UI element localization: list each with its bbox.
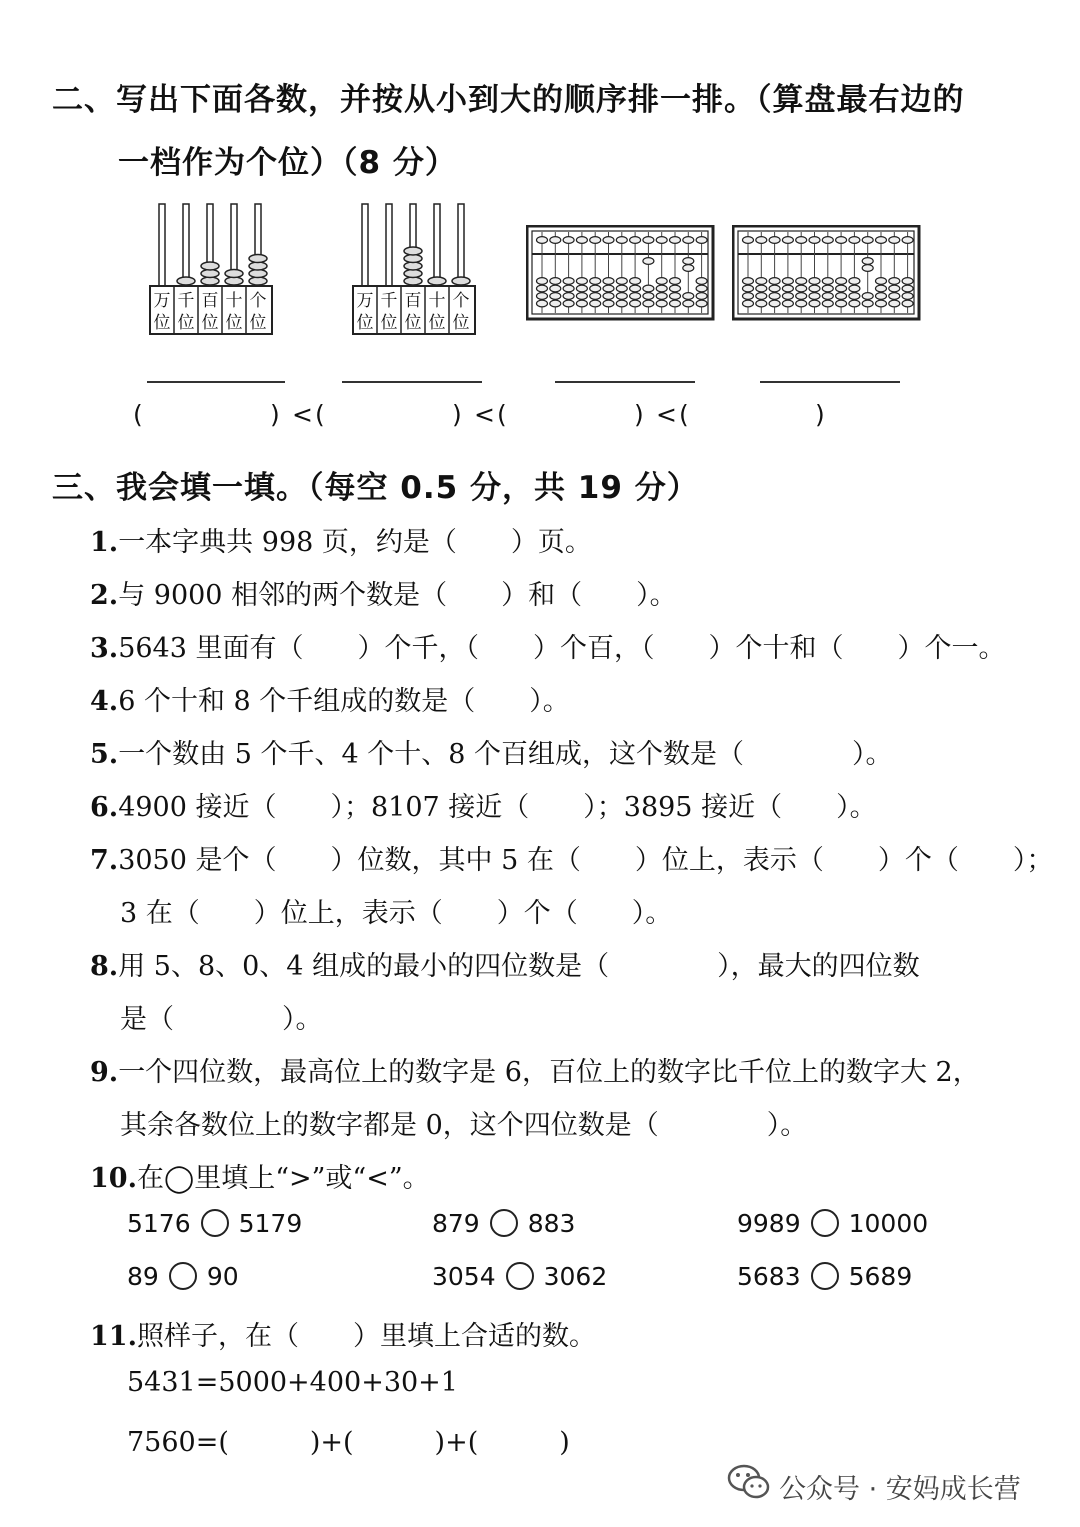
rod xyxy=(434,204,440,288)
bead xyxy=(696,293,707,300)
bead xyxy=(796,278,807,285)
bead xyxy=(902,285,913,292)
question-5 xyxy=(90,732,893,771)
bead xyxy=(862,258,873,265)
bead xyxy=(796,293,807,300)
question-text: 一个四位数，最高位上的数字是 6，百位上的数字比千位上的数字大 2， xyxy=(118,1057,980,1088)
bead xyxy=(796,285,807,292)
comparison-2 xyxy=(432,1209,575,1238)
order-less-than-2: < xyxy=(474,400,495,429)
bead xyxy=(616,300,627,307)
bead xyxy=(756,285,767,292)
bead xyxy=(876,237,887,244)
bead xyxy=(537,237,548,244)
bead xyxy=(683,300,694,307)
bead xyxy=(862,265,873,272)
comparison-right: 90 xyxy=(206,1262,239,1291)
q11-exercise[interactable]: 7560=( )+( )+( ) xyxy=(127,1427,570,1458)
bead xyxy=(782,300,793,307)
bead xyxy=(889,278,900,285)
comparison-right: 3062 xyxy=(543,1262,608,1291)
place-label: 位 xyxy=(404,313,422,333)
bead xyxy=(782,293,793,300)
comparison-right: 883 xyxy=(527,1209,576,1238)
bead xyxy=(769,285,780,292)
bead xyxy=(576,237,587,244)
bead xyxy=(670,285,681,292)
bead xyxy=(670,300,681,307)
bead xyxy=(537,300,548,307)
bead xyxy=(862,293,873,300)
place-label: 个 xyxy=(249,291,267,311)
rod xyxy=(458,204,464,288)
bead xyxy=(452,277,470,285)
bead xyxy=(782,278,793,285)
abacus-1 xyxy=(526,225,716,321)
place-label: 位 xyxy=(177,313,195,333)
question-text: 照样子，在（ ）里填上合适的数。 xyxy=(136,1321,596,1352)
bead xyxy=(836,300,847,307)
bead xyxy=(616,278,627,285)
answer-line-1[interactable] xyxy=(147,381,285,383)
place-label: 千 xyxy=(380,291,398,311)
counting-frame-2-rods xyxy=(362,204,470,288)
bead xyxy=(563,293,574,300)
bead xyxy=(902,278,913,285)
bead xyxy=(576,300,587,307)
bead xyxy=(683,265,694,272)
question-number: 3. xyxy=(90,633,119,664)
bead xyxy=(849,285,860,292)
bead xyxy=(670,237,681,244)
bead xyxy=(809,293,820,300)
question-text: 一个数由 5 个千、4 个十、8 个百组成，这个数是（ ）。 xyxy=(118,739,893,770)
bead xyxy=(809,237,820,244)
question-2 xyxy=(90,573,677,612)
question-text: 其余各数位上的数字都是 0，这个四位数是（ ）。 xyxy=(120,1110,808,1141)
bead xyxy=(822,293,833,300)
bead xyxy=(862,237,873,244)
place-label: 位 xyxy=(356,313,374,333)
watermark-text: 公众号 · 安妈成长营 xyxy=(779,1474,1021,1505)
comparison-circle[interactable] xyxy=(811,1209,839,1237)
bead xyxy=(550,300,561,307)
order-paren-open-1: ( xyxy=(133,400,143,429)
place-label: 十 xyxy=(428,291,446,311)
bead xyxy=(836,278,847,285)
bead xyxy=(796,237,807,244)
question-number: 7. xyxy=(90,845,119,876)
bead xyxy=(656,285,667,292)
question-9 xyxy=(90,1050,980,1089)
bead xyxy=(822,285,833,292)
rod xyxy=(159,204,165,288)
order-paren-close-3: ) xyxy=(634,400,644,429)
bead xyxy=(603,278,614,285)
bead xyxy=(862,300,873,307)
order-paren-open-3: ( xyxy=(497,400,507,429)
question-9-continued xyxy=(120,1103,807,1142)
rod xyxy=(386,204,392,288)
bead xyxy=(643,237,654,244)
comparison-5 xyxy=(432,1262,607,1291)
question-7 xyxy=(90,838,1053,877)
bead xyxy=(550,237,561,244)
place-label: 位 xyxy=(153,313,171,333)
place-label: 百 xyxy=(404,291,422,311)
counting-frame-1 xyxy=(145,198,280,343)
bead xyxy=(630,300,641,307)
wechat-icon xyxy=(727,1462,771,1500)
bead xyxy=(696,300,707,307)
comparison-left: 879 xyxy=(432,1209,480,1238)
comparison-circle[interactable] xyxy=(490,1209,518,1237)
question-number: 1. xyxy=(90,527,119,558)
bead xyxy=(889,285,900,292)
place-label: 位 xyxy=(428,313,446,333)
bead xyxy=(889,237,900,244)
bead xyxy=(876,293,887,300)
comparison-circle[interactable] xyxy=(506,1262,534,1290)
bead xyxy=(201,262,219,270)
order-paren-close-4: ) xyxy=(815,400,825,429)
comparison-right: 5179 xyxy=(238,1209,303,1238)
counting-frame-2-labels xyxy=(357,286,470,334)
comparison-1 xyxy=(127,1209,302,1238)
comparison-circle[interactable] xyxy=(169,1262,197,1290)
bead xyxy=(590,237,601,244)
bead xyxy=(769,278,780,285)
order-paren-close-2: ) xyxy=(452,400,462,429)
bead xyxy=(822,300,833,307)
comparison-circle[interactable] xyxy=(201,1209,229,1237)
bead xyxy=(849,237,860,244)
bead xyxy=(177,277,195,285)
bead xyxy=(603,300,614,307)
bead xyxy=(590,285,601,292)
bead xyxy=(889,300,900,307)
answer-line-4[interactable] xyxy=(760,381,900,383)
comparison-circle[interactable] xyxy=(811,1262,839,1290)
bead xyxy=(603,237,614,244)
bead xyxy=(769,300,780,307)
bead xyxy=(849,300,860,307)
place-label: 万 xyxy=(153,291,171,311)
bead xyxy=(563,278,574,285)
bead xyxy=(630,278,641,285)
bead xyxy=(590,293,601,300)
bead xyxy=(796,300,807,307)
bead xyxy=(876,285,887,292)
question-text: 与 9000 相邻的两个数是（ ）和（ ）。 xyxy=(118,580,677,611)
bead xyxy=(656,293,667,300)
place-label: 千 xyxy=(177,291,195,311)
bead xyxy=(630,237,641,244)
bead xyxy=(756,293,767,300)
bead xyxy=(809,278,820,285)
bead xyxy=(603,293,614,300)
bead xyxy=(782,285,793,292)
bead xyxy=(576,285,587,292)
bead xyxy=(743,237,754,244)
answer-line-3[interactable] xyxy=(555,381,695,383)
bead xyxy=(836,293,847,300)
bead xyxy=(630,293,641,300)
bead xyxy=(809,285,820,292)
bead xyxy=(590,278,601,285)
order-less-than-1: < xyxy=(292,400,313,429)
bead xyxy=(643,293,654,300)
bead xyxy=(683,258,694,265)
comparison-left: 5176 xyxy=(127,1209,191,1238)
bead xyxy=(683,237,694,244)
question-number: 6. xyxy=(90,792,119,823)
bead xyxy=(643,285,654,292)
question-number: 5. xyxy=(90,739,119,770)
question-number: 2. xyxy=(90,580,119,611)
question-number: 4. xyxy=(90,686,119,717)
bead xyxy=(902,237,913,244)
bead xyxy=(889,293,900,300)
bead xyxy=(656,300,667,307)
bead xyxy=(902,300,913,307)
bead xyxy=(756,300,767,307)
bead xyxy=(537,278,548,285)
comparison-left: 3054 xyxy=(432,1262,496,1291)
question-number: 10. xyxy=(90,1163,137,1194)
order-less-than-3: < xyxy=(656,400,677,429)
bead xyxy=(576,293,587,300)
bead xyxy=(849,278,860,285)
rod xyxy=(362,204,368,288)
question-number: 9. xyxy=(90,1057,119,1088)
question-text: 5643 里面有（ ）个千，（ ）个百，（ ）个十和（ ）个一。 xyxy=(118,633,1006,664)
comparison-right: 5689 xyxy=(848,1262,913,1291)
bead xyxy=(756,278,767,285)
bead xyxy=(836,285,847,292)
bead xyxy=(616,237,627,244)
bead xyxy=(563,237,574,244)
bead xyxy=(696,285,707,292)
question-4 xyxy=(90,679,570,718)
bead xyxy=(902,293,913,300)
bead xyxy=(249,255,267,263)
place-label: 万 xyxy=(356,291,374,311)
question-8-continued xyxy=(120,997,323,1036)
comparison-left: 5683 xyxy=(737,1262,801,1291)
question-6 xyxy=(90,785,877,824)
bead xyxy=(643,258,654,265)
question-10 xyxy=(90,1156,430,1195)
bead xyxy=(743,278,754,285)
question-text: 在◯里填上“>”或“<”。 xyxy=(136,1163,430,1194)
place-label: 位 xyxy=(380,313,398,333)
bead xyxy=(849,293,860,300)
rod xyxy=(183,204,189,288)
bead xyxy=(225,270,243,278)
counting-frame-2 xyxy=(348,198,483,343)
bead xyxy=(643,300,654,307)
bead xyxy=(656,278,667,285)
bead xyxy=(809,300,820,307)
order-paren-close-1: ) xyxy=(270,400,280,429)
question-3 xyxy=(90,626,1005,665)
comparison-3 xyxy=(737,1209,928,1238)
bead xyxy=(550,293,561,300)
bead xyxy=(683,293,694,300)
question-8 xyxy=(90,944,920,983)
place-label: 位 xyxy=(225,313,243,333)
bead xyxy=(603,285,614,292)
bead xyxy=(576,278,587,285)
bead xyxy=(537,293,548,300)
bead xyxy=(616,285,627,292)
bead xyxy=(590,300,601,307)
bead xyxy=(782,237,793,244)
place-label: 百 xyxy=(201,291,219,311)
bead xyxy=(696,237,707,244)
answer-line-2[interactable] xyxy=(342,381,482,383)
bead xyxy=(876,300,887,307)
order-paren-open-4: ( xyxy=(679,400,689,429)
question-11 xyxy=(90,1314,596,1353)
question-text: 4900 接近（ ）；8107 接近（ ）；3895 接近（ ）。 xyxy=(118,792,877,823)
comparison-right: 10000 xyxy=(848,1209,929,1238)
question-text: 一本字典共 998 页，约是（ ）页。 xyxy=(118,527,592,558)
bead xyxy=(822,237,833,244)
bead xyxy=(550,278,561,285)
comparison-6 xyxy=(737,1262,912,1291)
bead xyxy=(769,293,780,300)
bead xyxy=(550,285,561,292)
place-label: 位 xyxy=(249,313,267,333)
comparison-4 xyxy=(127,1262,239,1291)
question-number: 8. xyxy=(90,951,119,982)
bead xyxy=(656,237,667,244)
bead xyxy=(756,237,767,244)
question-text: 3 在（ ）位上，表示（ ）个（ ）。 xyxy=(120,898,673,929)
section3-title: 三、我会填一填。（每空 0.5 分，共 19 分） xyxy=(52,470,699,506)
bead xyxy=(428,277,446,285)
comparison-left: 89 xyxy=(127,1262,159,1291)
order-paren-open-2: ( xyxy=(315,400,325,429)
counting-frame-1-labels xyxy=(154,286,267,334)
question-number: 11. xyxy=(90,1321,137,1352)
place-label: 位 xyxy=(201,313,219,333)
bead xyxy=(537,285,548,292)
question-text: 用 5、8、0、4 组成的最小的四位数是（ ），最大的四位数 xyxy=(118,951,920,982)
bead xyxy=(563,300,574,307)
bead xyxy=(836,237,847,244)
bead xyxy=(563,285,574,292)
question-7-continued xyxy=(120,891,672,930)
bead xyxy=(670,278,681,285)
q11-example: 5431=5000+400+30+1 xyxy=(127,1367,458,1398)
bead xyxy=(630,285,641,292)
place-label: 十 xyxy=(225,291,243,311)
comparison-left: 9989 xyxy=(737,1209,801,1238)
place-label: 个 xyxy=(452,291,470,311)
bead xyxy=(876,278,887,285)
bead xyxy=(743,285,754,292)
bead xyxy=(743,300,754,307)
bead xyxy=(743,293,754,300)
section2-title-line2: 一档作为个位）（8 分） xyxy=(118,145,457,181)
question-text: 3050 是个（ ）位数，其中 5 在（ ）位上，表示（ ）个（ ）； xyxy=(118,845,1054,876)
counting-frame-1-rods xyxy=(159,204,267,288)
bead xyxy=(670,293,681,300)
bead xyxy=(822,278,833,285)
question-text: 6 个十和 8 个千组成的数是（ ）。 xyxy=(118,686,570,717)
bead xyxy=(404,247,422,255)
abacus-2 xyxy=(732,225,922,321)
question-text: 是（ ）。 xyxy=(120,1004,323,1035)
bead xyxy=(769,237,780,244)
section2-title-line1: 二、写出下面各数，并按从小到大的顺序排一排。（算盘最右边的 xyxy=(52,82,965,118)
place-label: 位 xyxy=(452,313,470,333)
question-1 xyxy=(90,520,592,559)
bead xyxy=(696,278,707,285)
bead xyxy=(616,293,627,300)
